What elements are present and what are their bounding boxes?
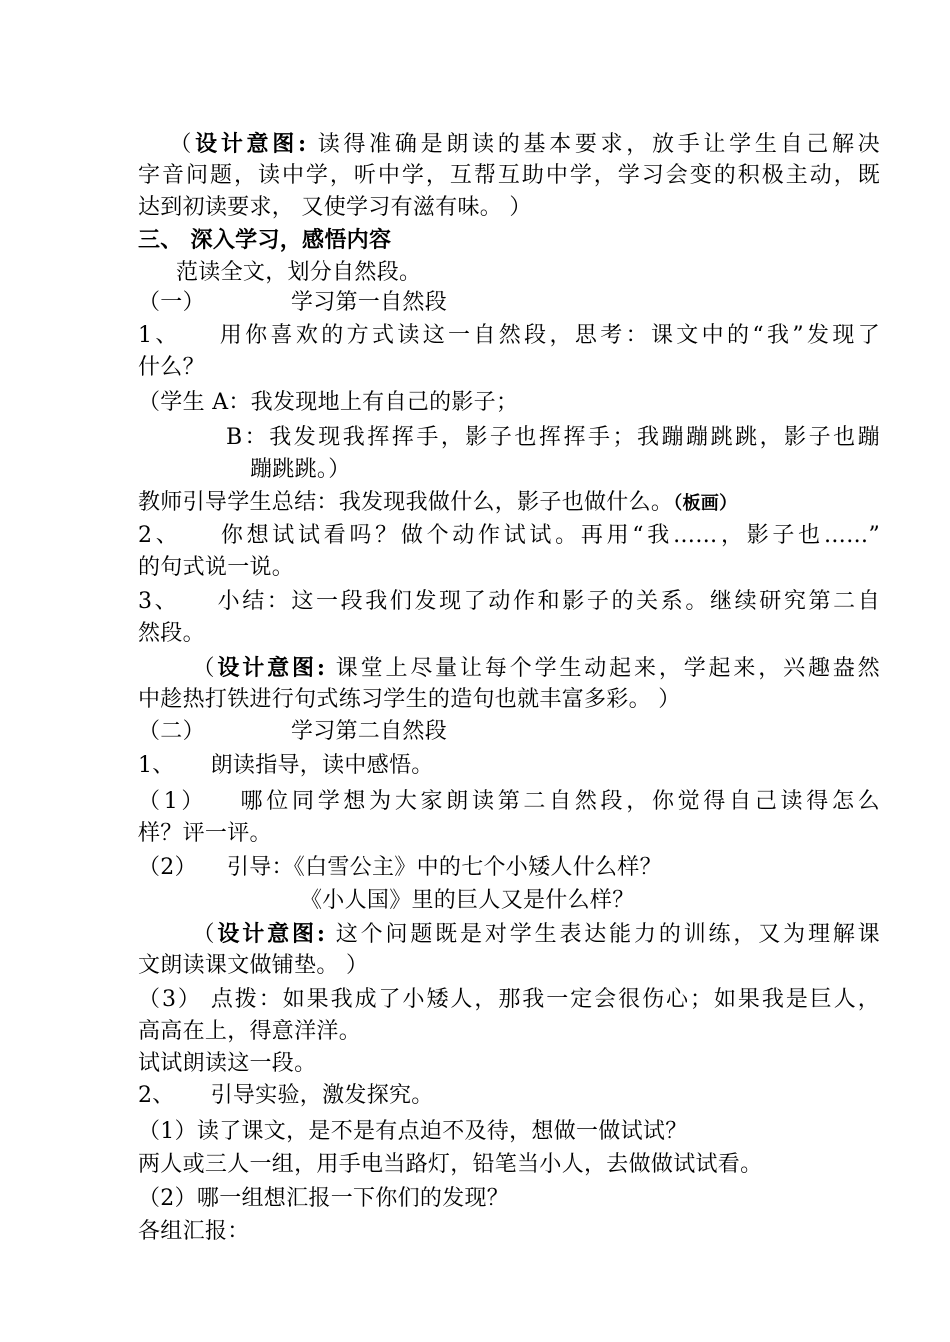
student-a-answer: （学生 A：我发现地上有自己的影子； — [138, 390, 519, 415]
experiment-grouping: 两人或三人一组，用手电当路灯，铅笔当小人，去做做试试看。 — [138, 1152, 763, 1177]
part-1-title: 学习第一自然段 — [290, 290, 448, 315]
paragraph-read-whole: 范读全文，划分自然段。 — [176, 260, 422, 285]
part-1-item-1-line-2: 什么？ — [138, 355, 205, 380]
part-1-item-3-line-2: 然段。 — [138, 621, 205, 646]
part-2-item-1: 1、 朗读指导，读中感悟。 — [138, 753, 434, 778]
design-intent-1-line-3: 达到初读要求， 又使学习有滋有味。 ） — [138, 195, 532, 220]
group-reports: 各组汇报： — [138, 1219, 250, 1244]
section-heading: 三、 深入学习，感悟内容 — [138, 227, 392, 253]
experiment-step-2: （2）哪一组想汇报一下你们的发现？ — [138, 1186, 510, 1211]
student-b-answer-line-1: B：我发现我挥挥手，影子也挥挥手；我蹦蹦跳跳，影子也蹦 — [226, 425, 880, 450]
design-intent-2-line-1: （设计意图: 课堂上尽量让每个学生动起来，学起来，兴趣盎然 — [190, 655, 880, 681]
teacher-summary: 教师引导学生总结：我发现我做什么，影子也做什么。（板画） — [138, 490, 738, 515]
part-1-number: （一） — [138, 290, 205, 315]
board-note: （板画） — [673, 493, 738, 514]
design-intent-2-line-2: 中趁热打铁进行句式练习学生的造句也就丰富多彩。 ） — [138, 687, 681, 712]
design-intent-label: 设计意图 — [217, 921, 317, 947]
design-intent-3-line-2: 文朗读课文做铺垫。 ） — [138, 953, 369, 978]
design-intent-3-line-1: （设计意图: 这个问题既是对学生表达能力的训练，又为理解课 — [190, 921, 880, 947]
part-1-heading — [138, 287, 447, 319]
part-2-title: 学习第二自然段 — [290, 719, 448, 744]
part-1-item-3-line-1: 3、 小结：这一段我们发现了动作和影子的关系。继续研究第二自 — [138, 589, 880, 614]
part-2-number: （二） — [138, 719, 205, 744]
experiment-step-1: （1）读了课文，是不是有点迫不及待，想做一做试试？ — [138, 1119, 688, 1144]
part-1-item-2-line-2: 的句式说一说。 — [138, 555, 295, 580]
sub-item-3-line-1: （3） 点拨：如果我成了小矮人，那我一定会很伤心；如果我是巨人， — [138, 987, 880, 1012]
design-intent-label: 设计意图 — [195, 131, 298, 157]
design-intent-1-line-2: 字音问题，读中学，听中学，互帮互助中学，学习会变的积极主动，既 — [138, 163, 880, 188]
student-b-answer-line-2: 蹦跳跳。） — [250, 457, 351, 482]
part-2-item-2: 2、 引导实验，激发探究。 — [138, 1083, 434, 1108]
sub-item-3-line-2: 高高在上，得意洋洋。 — [138, 1019, 362, 1044]
sub-item-1-line-1: （1） 哪位同学想为大家朗读第二自然段，你觉得自己读得怎么 — [138, 789, 880, 814]
part-1-item-2-line-1: 2、 你想试试看吗？做个动作试试。再用“我……，影子也……” — [138, 523, 880, 548]
design-intent-label: 设计意图 — [217, 655, 317, 681]
sub-item-2-line-2: 《小人国》里的巨人又是什么样？ — [300, 888, 635, 913]
design-intent-1-line-1: （设计意图: 读得准确是朗读的基本要求，放手让学生自己解决 — [166, 131, 880, 157]
sub-item-2-line-1: （2） 引导：《白雪公主》中的七个小矮人什么样？ — [138, 855, 662, 880]
part-2-heading — [138, 716, 447, 748]
part-1-item-1-line-1: 1、 用你喜欢的方式读这一自然段，思考：课文中的“我”发现了 — [138, 323, 880, 348]
try-reading: 试试朗读这一段。 — [138, 1051, 317, 1076]
sub-item-1-line-2: 样？评一评。 — [138, 821, 272, 846]
